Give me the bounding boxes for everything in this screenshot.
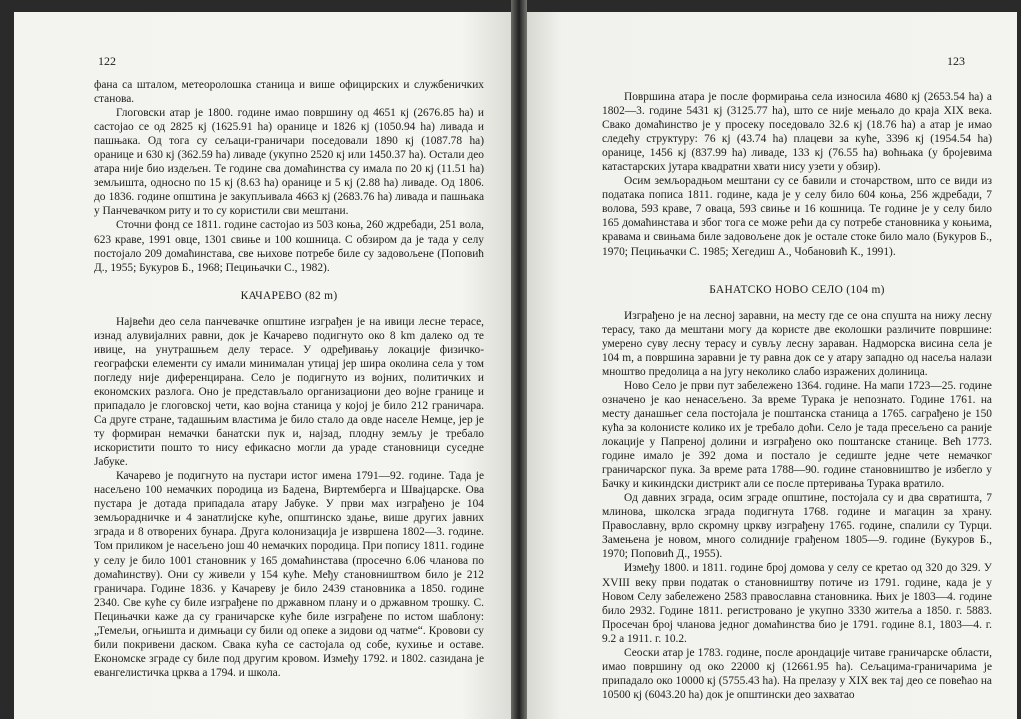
page-number: 122: [98, 54, 116, 68]
page-number: 123: [947, 54, 965, 68]
page-text: [602, 90, 992, 702]
paragraph: Од давних зграда, осим зграде општине, постојала су и два свратишта, 7 млинова, школска зграда подигнута 1768. године и магацин за храну. Православну, врло скромну цркву изграђену 1765. године, спалили су Турци. Замењена је новом, много солидније грађеном 1805—9. године (Букуров Б., 1970; Поповић Д., 1955).: [602, 492, 992, 561]
paragraph: Површина атара је после формирања села износила 4680 кј (2653.54 ha) а 1802—3. године 5431 кј (3125.77 ha), што се није мењало до краја XIX века. Свако домаћинство је у просеку поседовало 32.6 кј (18.76 ha) а атар је имао следећу структуру: 76 кј (43.74 ha) плацеви за куће, 3396 кј (1954.54 ha) оранице, 1456 кј (837.99 ha) ливаде, 133 кј (76.55 ha) воћњака (у бројевима катастарских јутара квадратни хвати нису узети у обзир).: [602, 91, 992, 174]
paragraph: Највећи део села панчевачке општине изграђен је на ивици лесне терасе, изнад алувијалних равни, док је Качарево подигнуто око 8 km далеко од те ивице, на унутрашњем делу терасе. У одређивању локације физичко-географски елементи су имали минималан утицај јер шира околина села у том погледу није диференцирана. Село је подигнуто из војних, политичких и економских разлога. Оно је представљало организациони део војне границе и припадало је глоговској чети, као војна станица у којој је било 212 граничара. Са друге стране, тадашњим властима је било стало да овде населе Немце, јер је ту формиран немачки банатски пук и, најзад, плодну земљу је требало искористити пошто то нису ефикасно могли да ураде становници суседне Јабуке.: [94, 315, 484, 469]
right-page: [527, 12, 1017, 719]
section-heading: БАНАТСКО НОВО СЕЛО (104 m): [709, 283, 885, 296]
page-text: [94, 78, 484, 680]
paragraph: Качарево је подигнуто на пустари истог имена 1791—92. године. Тада је насељено 100 немачких породица из Бадена, Виртемберга и Швајцарске. Ова пустара је дотада припадала атару Јабуке. У први мах изграђено је 104 земљорадничке и 4 занатлијске куће, општинско здање, више других јавних зграда и 8 отворених бунара. Друга колонизација је извршена 1802—3. године. Том приликом је насељено још 40 немачких породица. При попису 1811. године у селу је било 1001 становник у 165 домаћинстава (просечно 6.06 чланова по домаћинству). Они су живели у 154 куће. Међу становништвом било је 212 граничара. Године 1836. у Качареву је било 2439 становника а 1850. године 2340. Све куће су биле изграђене по државном плану и о државном трошку. С. Пецињачки каже да су граничарске куће биле изграђене по истом шаблону: „Темељи, огњишта и димњаци су били од опеке а зидови од чатме“. Кровови су били покривени даском. Свака кућа се састојала од собе, кухиње и оставе. Економске зграде су биле под другим кровом. Између 1792. и 1802. сазидана је евангелистичка црква а 1794. и школа.: [94, 470, 484, 679]
paragraph: Изграђено је на лесној заравни, на месту где се она спушта на нижу лесну терасу, тако да мештани могу да користе две еколошки различите површине: умерено суву лесну терасу и сувљу лесну зараван. Надморска висина села је 104 m, а површина заравни је ту равна док се у атару западно од насеља налази мноштво предолица а на југу неколико слабо изражених долиница.: [602, 309, 992, 378]
left-page: [14, 12, 511, 719]
book-gutter: [511, 0, 527, 719]
paragraph: Ново Село је први пут забележено 1364. године. На мапи 1723—25. године означено је као ненасељено. За време Турака је непознато. Године 1761. на месту данашњег села постојала је поштанска станица а 1765. саграђено је 150 кућа за колонисте колико их је требало доћи. Село је тада пресељено са раније локације у Папреној долини и изграђено око поштанске станице. Већ 1773. године имало је 392 дома и постало је седиште једне чете немачког граничарског пука. За време рата 1788—90. године становништво је избегло у Бачку и кикиндски дистрикт али се после пртеривања Турака вратило.: [602, 379, 992, 491]
section-heading: КАЧАРЕВО (82 m): [240, 289, 338, 302]
paragraph: Сточни фонд се 1811. године састојао из 503 коња, 260 ждребади, 251 вола, 623 краве, 1991 овце, 1301 свиње и 100 кошница. С обзиром да је тада у селу постојало 209 домаћинстава, све њихове потребе биле су задовољене (Поповић Д., 1955; Букуров Б., 1968; Пецињачки С., 1982).: [94, 219, 484, 274]
paragraph: Глоговски атар је 1800. године имао површину од 4651 кј (2676.85 ha) и састојао се од 2825 кј (1625.91 ha) оранице и 1826 кј (1050.94 ha) ливада и пашњака. Од тога су сељаци-граничари поседовали 1890 кј (1087.78 ha) оранице и 630 кј (362.59 ha) ливаде (укупно 2520 кј или 1450.37 ha). Остали део атара није био издељен. Те године сва домаћинства су имала по 20 кј (11.51 ha) земљишта, односно по 15 кј (8.63 ha) оранице и 5 кј (2.88 ha) ливаде. Од 1806. до 1836. године општина је закупљивала 4663 кј (2683.76 ha) ливада и пашњака у Панчевачком риту и то су користили сви мештани.: [94, 107, 484, 218]
paragraph: фана са шталом, метеоролошка станица и више официрских и службеничких станова.: [94, 79, 484, 106]
paragraph: Осим земљорадњом мештани су се бавили и сточарством, што се види из података пописа 1811. године, када је у селу било 604 коња, 256 ждребади, 7 волова, 593 краве, 7 оваца, 593 свиње и 16 кошница. Те године је у селу било 165 домаћинстава и због тога се може рећи да су потребе становника у коњима, кравама и свињама биле задовољене док је остале стоке било мало (Букуров Б., 1970; Пецињачки С. 1985; Хегедиш А., Чобановић К., 1991).: [602, 175, 992, 258]
paragraph: Између 1800. и 1811. године број домова у селу се кретао од 320 до 329. У XVIII веку први податак о становништву потиче из 1791. године, када је у Новом Селу забележено 2583 православна становника. Њих је 1803—4. године било 2932. Године 1811. регистровано је укупно 3330 житеља а 1850. г. 5883. Просечан број чланова једног домаћинства био је 1791. године 8.1, 1803—4. г. 9.2 а 1911. г. 10.2.: [602, 562, 992, 645]
spacer: [602, 259, 992, 269]
paragraph: Сеоски атар је 1783. године, после арондације читаве граничарске области, имао површину од око 22000 кј (12661.95 ha). Сељацима-граничарима је припадало око 10000 кј (5755.43 ha). На прелазу у XIX век тај део се повећао на 10500 кј (6043.20 ha) док је општински део захватао: [602, 646, 992, 701]
